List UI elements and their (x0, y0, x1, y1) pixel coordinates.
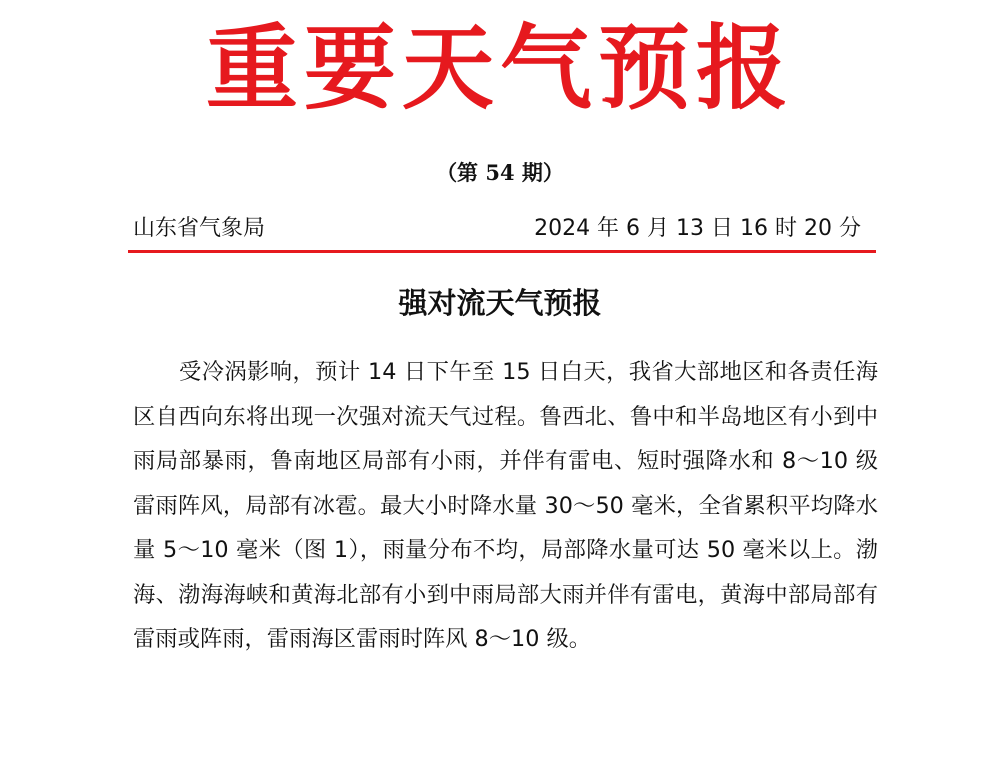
red-divider (128, 250, 876, 253)
issue-number: （第 54 期） (436, 160, 564, 185)
issuer-row (133, 212, 871, 246)
issue-datetime: 2024 年 6 月 13 日 16 时 20 分 (534, 216, 861, 241)
document-title: 重要天气预报 (205, 14, 794, 122)
article-body: 受冷涡影响，预计 14 日下午至 15 日白天，我省大部地区和各责任海区自西向东将出现一次强对流天气过程。鲁西北、鲁中和半岛地区有小到中雨局部暴雨，鲁南地区局部有小雨，并伴有雷电、短时强降水和 8～10 级雷雨阵风，局部有冰雹。最大小时降水量 30～50 毫米，全省累积平均降水量 5～10 毫米（图 1），雨量分布不均，局部降水量可达 50 毫米以上。渤海、渤海海峡和黄海北部有小到中雨局部大雨并伴有雷电，黄海中部局部有雷雨或阵雨，雷雨海区雷雨时阵风 8～10 级。 (133, 359, 878, 652)
issuer-name: 山东省气象局 (133, 216, 266, 241)
article-headline: 强对流天气预报 (398, 286, 602, 320)
